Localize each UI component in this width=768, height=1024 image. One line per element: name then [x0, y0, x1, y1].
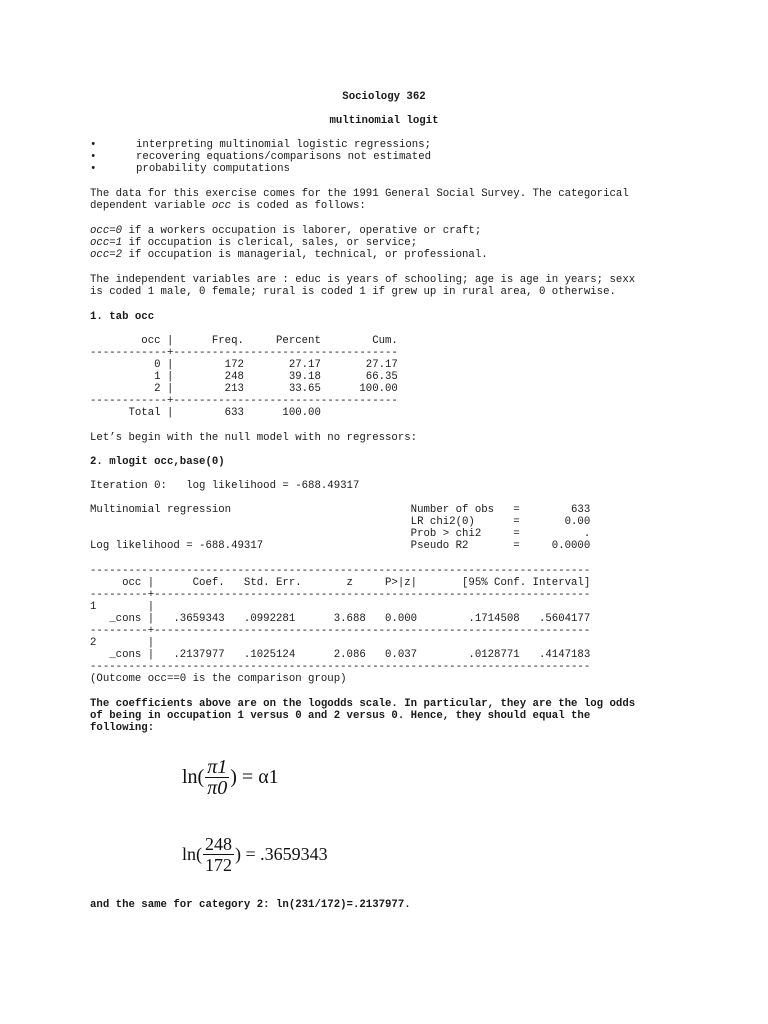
eq-ln: ln( — [182, 844, 202, 864]
eq-denominator: π0 — [207, 777, 228, 799]
table-line: ---------+-------------------------------------------------------------------- — [90, 589, 591, 601]
bullet-item: interpreting multinomial logistic regressions; — [136, 139, 432, 151]
explain-line: The coefficients above are on the logodds scale. In particular, they are the log odds — [90, 698, 636, 710]
bullet-marker: • — [90, 163, 97, 175]
table-line: ------------------------------------------------------------------------------ — [90, 565, 591, 577]
eq-fraction — [203, 834, 234, 875]
tab-line: ------------+----------------------------------- — [90, 395, 398, 407]
eq-ln: ln( — [182, 766, 205, 788]
eq-numerator: π1 — [207, 756, 228, 778]
table-line: occ | Coef. Std. Err. z P>|z| [95% Conf. Interval] — [90, 577, 591, 589]
code-def — [90, 225, 481, 237]
step-heading: 1. tab occ — [90, 311, 155, 323]
intro-text: is coded as follows: — [231, 200, 366, 212]
bullet-marker: • — [90, 151, 97, 163]
explain-line: following: — [90, 722, 155, 734]
table-line: ---------+-------------------------------------------------------------------- — [90, 625, 591, 637]
table-line: 2 | — [90, 637, 155, 649]
null-model-text: Let’s begin with the null model with no regressors: — [90, 432, 418, 444]
bullet-item: recovering equations/comparisons not estimated — [136, 151, 432, 163]
table-line: _cons | .3659343 .0992281 3.688 0.000 .1714508 .5604177 — [90, 613, 591, 625]
bullet-marker: • — [90, 139, 97, 151]
code-desc: if occupation is clerical, sales, or service; — [122, 237, 418, 249]
eq-denominator: 172 — [205, 855, 232, 875]
page-subtitle: multinomial logit — [329, 115, 439, 127]
step-heading: 2. mlogit occ,base(0) — [90, 456, 225, 468]
code-def — [90, 249, 488, 261]
eq-rhs: ) = .3659343 — [235, 844, 328, 864]
tab-line: 0 | 172 27.17 27.17 — [90, 359, 398, 371]
header-line: LR chi2(0) = 0.00 — [90, 516, 591, 528]
iteration-line: Iteration 0: log likelihood = -688.49317 — [90, 480, 360, 492]
equation-logodds — [182, 757, 279, 798]
eq-numerator: 248 — [205, 834, 232, 854]
tab-line: ------------+----------------------------------- — [90, 347, 398, 359]
tab-line: 1 | 248 39.18 66.35 — [90, 371, 398, 383]
intro-text: dependent variable — [90, 200, 212, 212]
table-line: 1 | — [90, 601, 155, 613]
table-line: (Outcome occ==0 is the comparison group) — [90, 673, 347, 685]
tab-line: Total | 633 100.00 — [90, 407, 321, 419]
indep-line: The independent variables are : educ is years of schooling; age is age in years; sexx — [90, 274, 636, 286]
table-line: _cons | .2137977 .1025124 2.086 0.037 .0128771 .4147183 — [90, 649, 591, 661]
header-line: Multinomial regression Number of obs = 633 — [90, 504, 591, 516]
code-desc: if a workers occupation is laborer, operative or craft; — [122, 225, 482, 237]
closing-line: and the same for category 2: ln(231/172)=.2137977. — [90, 899, 411, 911]
intro-line — [90, 200, 366, 212]
header-line: Log likelihood = -688.49317 Pseudo R2 = 0.0000 — [90, 540, 591, 552]
intro-line: The data for this exercise comes for the 1991 General Social Survey. The categorical — [90, 188, 629, 200]
code-label: occ=0 — [90, 225, 123, 237]
header-line: Prob > chi2 = . — [90, 528, 591, 540]
eq-rhs: ) = α1 — [230, 766, 279, 788]
page-title: Sociology 362 — [342, 91, 426, 103]
code-def — [90, 237, 417, 249]
code-desc: if occupation is managerial, technical, or professional. — [122, 249, 488, 261]
intro-variable: occ — [211, 200, 232, 212]
bullet-item: probability computations — [136, 163, 290, 175]
code-label: occ=2 — [90, 249, 123, 261]
tab-line: occ | Freq. Percent Cum. — [90, 335, 398, 347]
code-label: occ=1 — [90, 237, 123, 249]
indep-line: is coded 1 male, 0 female; rural is coded 1 if grew up in rural area, 0 otherwise. — [90, 286, 616, 298]
table-line: ------------------------------------------------------------------------------ — [90, 661, 591, 673]
eq-fraction — [205, 757, 229, 798]
explain-line: of being in occupation 1 versus 0 and 2 versus 0. Hence, they should equal the — [90, 710, 591, 722]
equation-computed — [182, 834, 328, 875]
tab-line: 2 | 213 33.65 100.00 — [90, 383, 398, 395]
